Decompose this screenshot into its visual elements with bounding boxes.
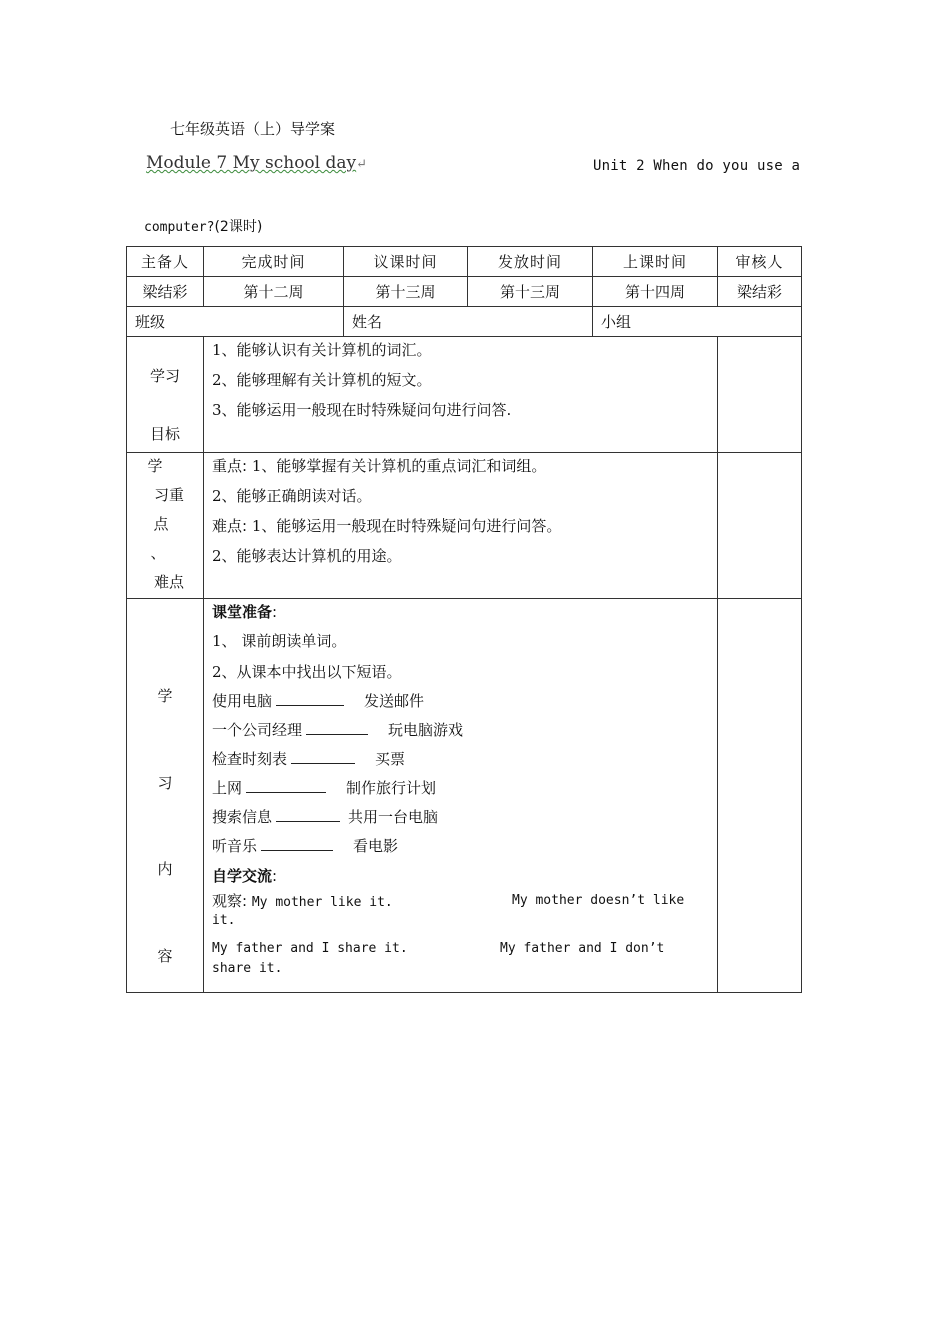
info-value-row (127, 277, 802, 307)
value-cell-review: 第十三周 (344, 277, 468, 307)
value-cell-author: 梁结彩 (127, 277, 204, 307)
key-point-line: 2、能够表达计算机的用途。 (212, 547, 402, 565)
key-points-label-line: 习重 (153, 486, 184, 504)
objectives-content-cell (204, 337, 718, 453)
sentence-wrap: it. (212, 913, 236, 928)
sentence-negative: My mother doesn’t like (512, 893, 685, 908)
answer-blank[interactable] (261, 836, 333, 851)
objectives-notes-cell (718, 337, 802, 453)
sentence-positive: My mother like it. (251, 895, 393, 910)
phrase-row: 听音乐 看电影 (212, 837, 399, 855)
observe-label: 观察: (212, 892, 248, 910)
content-row (127, 599, 802, 993)
self-study-title: 自学交流: (212, 867, 278, 885)
objectives-row (127, 337, 802, 453)
content-label-char: 学 (157, 687, 173, 705)
sentence-wrap: share it. (212, 961, 283, 976)
key-points-label-cell (127, 453, 204, 599)
key-points-notes-cell (718, 453, 802, 599)
phrase-row: 一个公司经理 玩电脑游戏 (212, 721, 464, 739)
answer-blank[interactable] (246, 778, 326, 793)
unit-heading-continued (144, 216, 262, 236)
objective-item: 1、能够认识有关计算机的词汇。 (212, 341, 432, 359)
value-cell-reviewer: 梁结彩 (718, 277, 802, 307)
header-cell-reviewer: 审核人 (718, 247, 802, 277)
content-notes-cell (718, 599, 802, 993)
phrase-row: 上网 制作旅行计划 (212, 779, 437, 797)
prep-title: 课堂准备: (212, 603, 278, 621)
header-cell-distribution: 发放时间 (468, 247, 593, 277)
key-points-label-line: 学 (147, 457, 163, 475)
info-header-row (127, 247, 802, 277)
phrase-row: 检查时刻表 买票 (212, 750, 406, 768)
guide-table (126, 246, 802, 993)
answer-blank[interactable] (291, 749, 355, 764)
key-points-label-line: 点 (153, 515, 169, 533)
key-points-row (127, 453, 802, 599)
observation-pair-2 (212, 939, 717, 979)
content-body-cell (204, 599, 718, 993)
header-cell-review: 议课时间 (344, 247, 468, 277)
value-cell-class-time: 第十四周 (593, 277, 718, 307)
sentence-positive: My father and I share it. (212, 941, 408, 956)
unit-heading-word: computer? (144, 220, 215, 235)
answer-blank[interactable] (306, 720, 368, 735)
paragraph-mark-icon: ↵ (356, 157, 368, 172)
key-points-label-line: 难点 (153, 573, 184, 591)
objectives-label-bottom: 目标 (149, 425, 180, 443)
content-label-char: 习 (157, 774, 173, 792)
observation-pair-1 (212, 891, 717, 931)
header-cell-class-time: 上课时间 (593, 247, 718, 277)
lesson-count: (2课时) (214, 219, 263, 235)
key-points-label-line: 、 (150, 544, 166, 562)
unit-heading: Unit 2 When do you use a (593, 158, 801, 174)
module-title: Module 7 My school day (146, 153, 357, 173)
answer-blank[interactable] (276, 691, 344, 706)
phrase-row: 使用电脑 发送邮件 (212, 692, 425, 710)
module-heading (146, 153, 367, 173)
key-point-line: 难点: 1、能够运用一般现在时特殊疑问句进行问答。 (212, 517, 562, 535)
objectives-label-cell (127, 337, 204, 453)
document-title: 七年级英语（上）导学案 (170, 120, 336, 138)
content-label-char: 内 (157, 860, 173, 878)
sentence-negative: My father and I don’t (500, 941, 665, 956)
objective-item: 3、能够运用一般现在时特殊疑问句进行问答. (212, 401, 512, 419)
content-label-char: 容 (157, 947, 173, 965)
group-cell: 小组 (593, 307, 802, 337)
prep-item: 2、从课本中找出以下短语。 (212, 663, 402, 681)
content-label-cell (127, 599, 204, 993)
student-info-row (127, 307, 802, 337)
objective-item: 2、能够理解有关计算机的短文。 (212, 371, 432, 389)
key-point-line: 重点: 1、能够掌握有关计算机的重点词汇和词组。 (212, 457, 547, 475)
key-points-content-cell (204, 453, 718, 599)
phrase-row: 搜索信息 共用一台电脑 (212, 808, 439, 826)
header-cell-author: 主备人 (127, 247, 204, 277)
class-cell: 班级 (127, 307, 344, 337)
answer-blank[interactable] (276, 807, 340, 822)
prep-item: 1、 课前朗读单词。 (212, 632, 347, 650)
value-cell-completion: 第十二周 (204, 277, 344, 307)
header-cell-completion: 完成时间 (204, 247, 344, 277)
value-cell-distribution: 第十三周 (468, 277, 593, 307)
key-point-line: 2、能够正确朗读对话。 (212, 487, 372, 505)
name-cell: 姓名 (344, 307, 593, 337)
objectives-label-top: 学习 (149, 367, 180, 385)
